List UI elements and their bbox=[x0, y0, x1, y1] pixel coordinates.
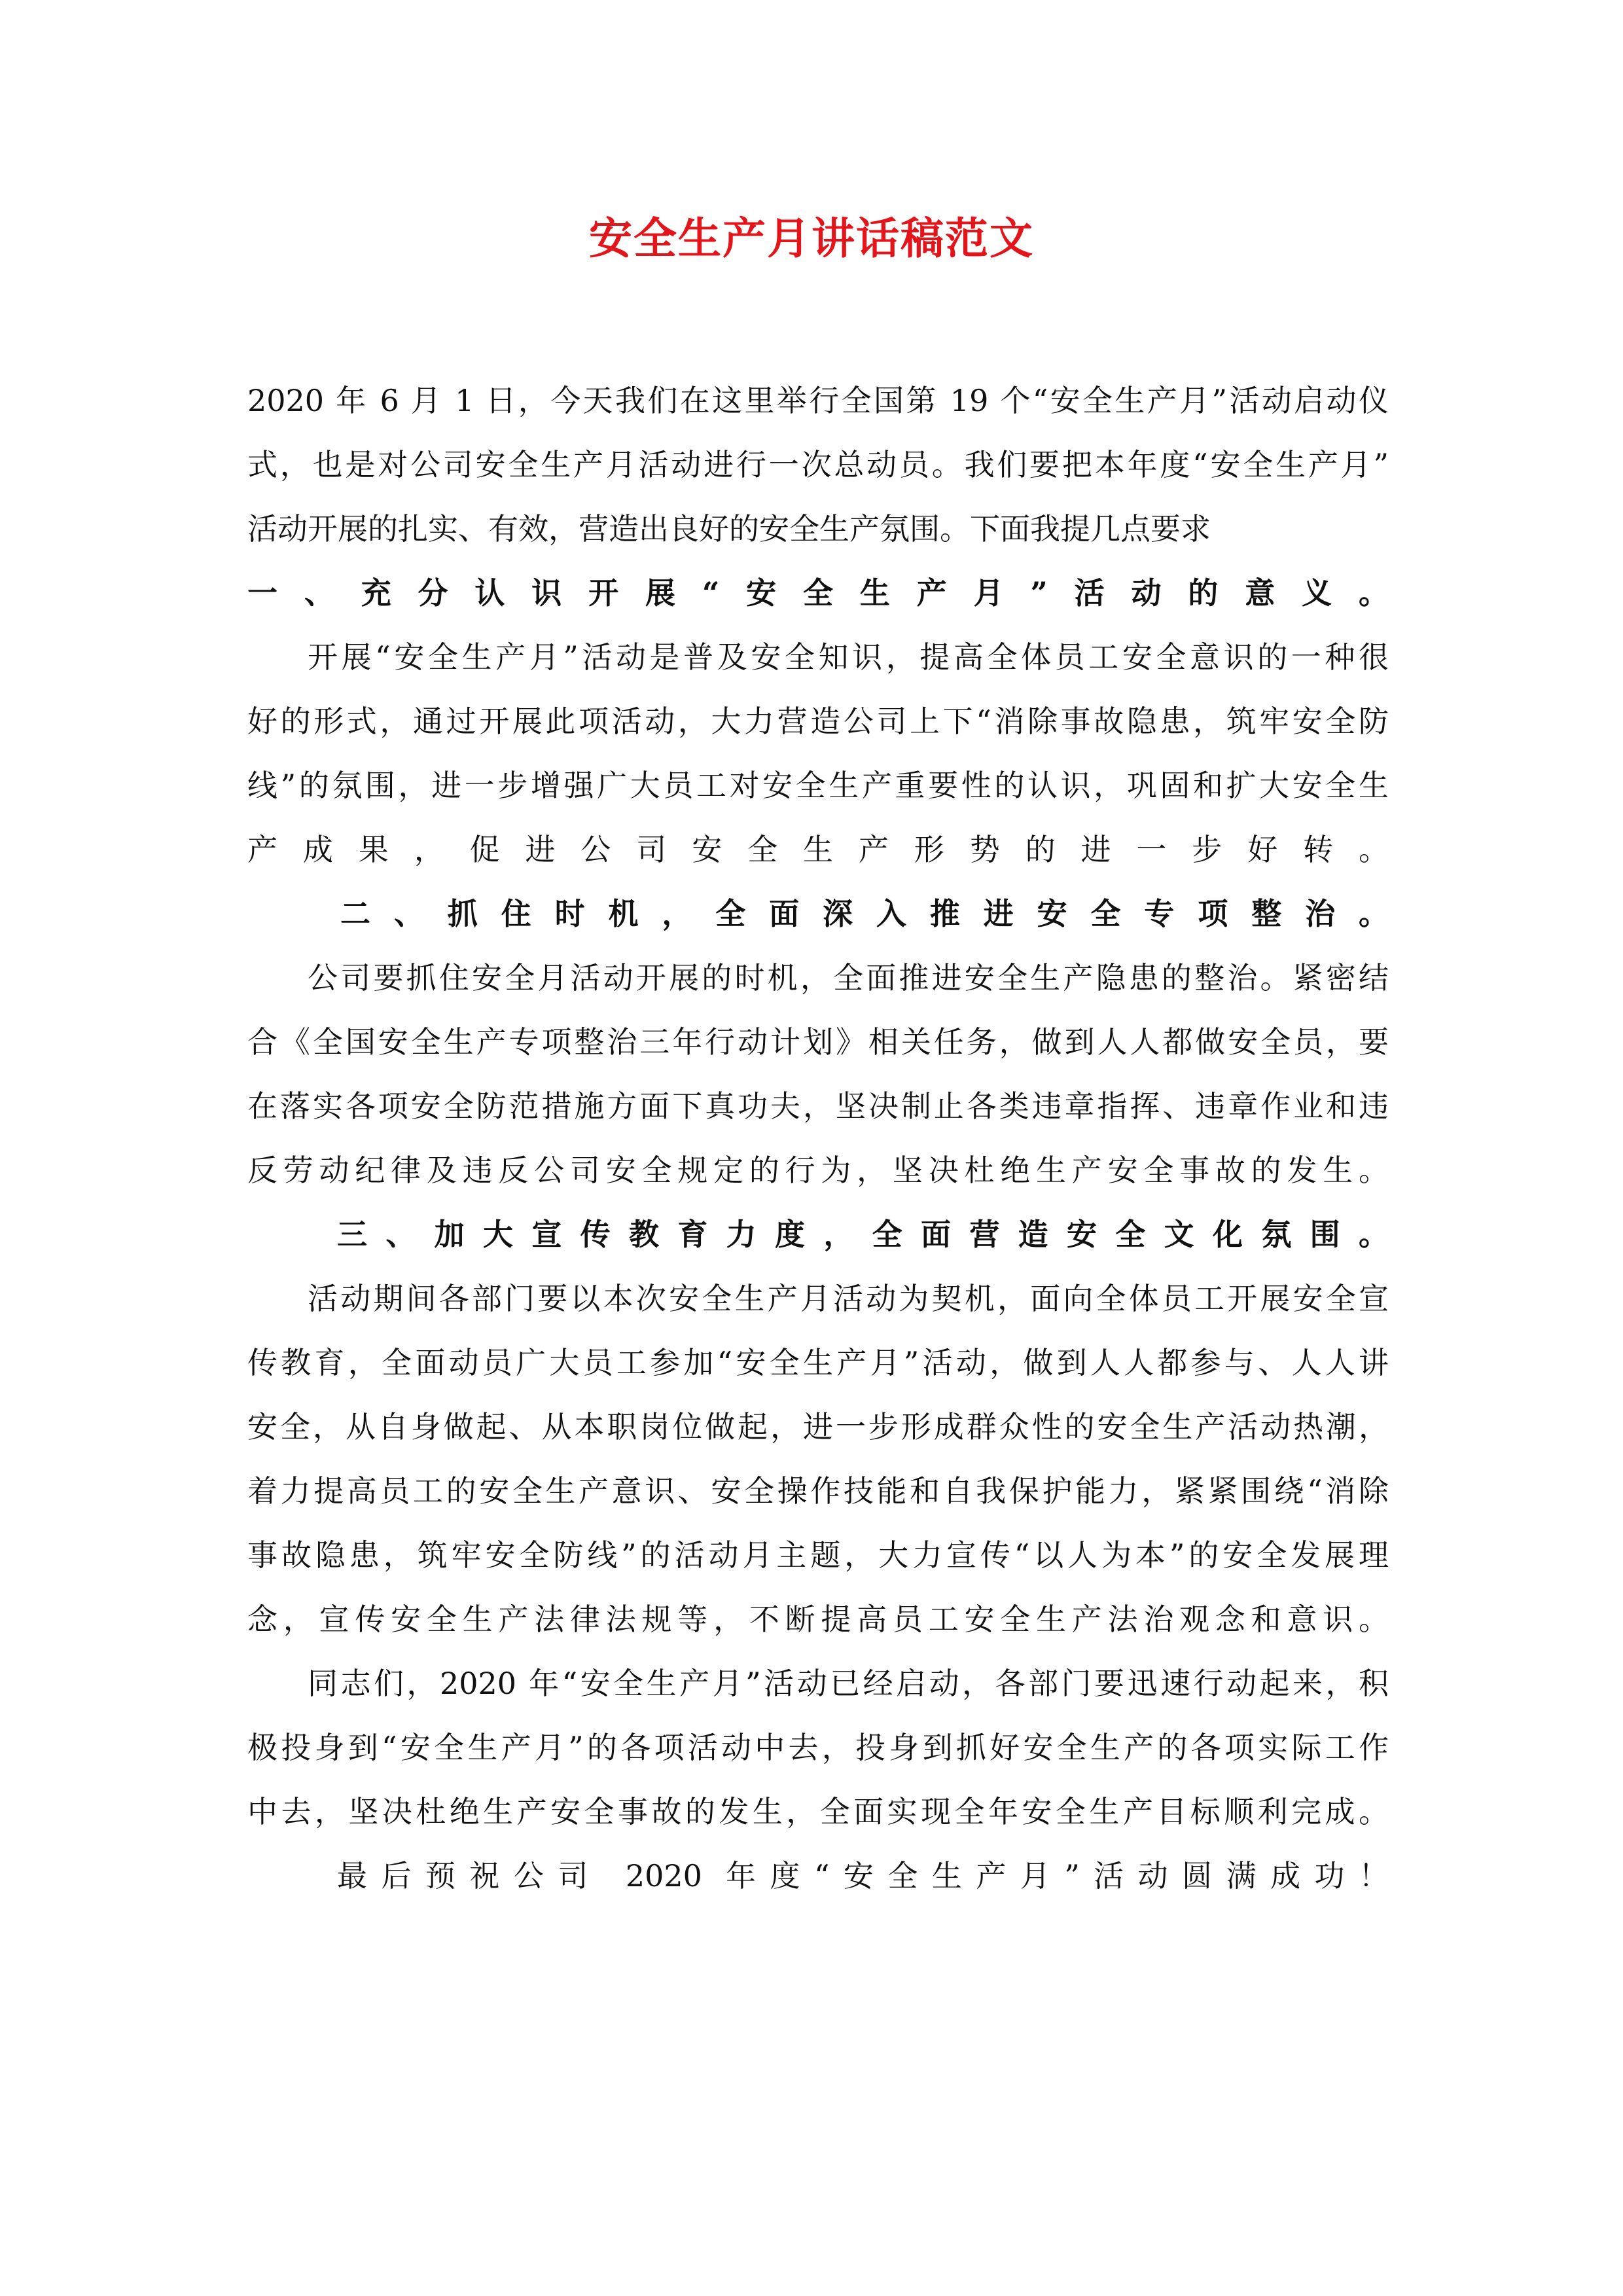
section-2-line: 公司要抓住安全月活动开展的时机，全面推进安全生产隐患的整治。紧密结 bbox=[308, 960, 1389, 996]
section-2-line: 反劳动纪律及违反公司安全规定的行为，坚决杜绝生产安全事故的发生。 bbox=[247, 1153, 1389, 1188]
section-2-line: 在落实各项安全防范措施方面下真功夫，坚决制止各类违章指挥、违章作业和违 bbox=[247, 1088, 1389, 1124]
section-2-line: 合《全国安全生产专项整治三年行动计划》相关任务，做到人人都做安全员，要 bbox=[247, 1024, 1389, 1060]
section-1-line: 线”的氛围，进一步增强广大员工对安全生产重要性的认识，巩固和扩大安全生 bbox=[247, 768, 1389, 803]
closing-line: 最后预祝公司 2020 年度“安全生产月”活动圆满成功！ bbox=[337, 1858, 1389, 1893]
document-title: 安全生产月讲话稿范文 bbox=[589, 213, 1034, 264]
section-3-heading: 三、加大宣传教育力度，全面营造安全文化氛围。 bbox=[337, 1217, 1389, 1252]
intro-line: 活动开展的扎实、有效，营造出良好的安全生产氛围。下面我提几点要求 bbox=[247, 511, 1211, 547]
section-3-line: 活动期间各部门要以本次安全生产月活动为契机，面向全体员工开展安全宣 bbox=[308, 1281, 1389, 1316]
section-1-line: 产成果，促进公司安全生产形势的进一步好转。 bbox=[247, 832, 1389, 867]
section-2-heading: 二、抓住时机，全面深入推进安全专项整治。 bbox=[340, 896, 1389, 931]
section-3-line: 事故隐患，筑牢安全防线”的活动月主题，大力宣传“以人为本”的安全发展理 bbox=[247, 1537, 1389, 1573]
intro-line: 式，也是对公司安全生产月活动进行一次总动员。我们要把本年度“安全生产月” bbox=[247, 447, 1389, 482]
conclusion-line: 极投身到“安全生产月”的各项活动中去，投身到抓好安全生产的各项实际工作 bbox=[247, 1730, 1389, 1765]
section-3-line: 着力提高员工的安全生产意识、安全操作技能和自我保护能力，紧紧围绕“消除 bbox=[247, 1473, 1389, 1509]
section-1-line: 开展“安全生产月”活动是普及安全知识，提高全体员工安全意识的一种很 bbox=[308, 639, 1389, 675]
conclusion-line: 同志们，2020 年“安全生产月”活动已经启动，各部门要迅速行动起来，积 bbox=[308, 1666, 1389, 1701]
intro-line: 2020 年 6 月 1 日，今天我们在这里举行全国第 19 个“安全生产月”活动启动仪 bbox=[247, 383, 1389, 418]
conclusion-line: 中去，坚决杜绝生产安全事故的发生，全面实现全年安全生产目标顺利完成。 bbox=[247, 1794, 1389, 1829]
section-3-line: 念，宣传安全生产法律法规等，不断提高员工安全生产法治观念和意识。 bbox=[247, 1602, 1389, 1637]
section-3-line: 传教育，全面动员广大员工参加“安全生产月”活动，做到人人都参与、人人讲 bbox=[247, 1345, 1389, 1380]
section-3-line: 安全，从自身做起、从本职岗位做起，进一步形成群众性的安全生产活动热潮， bbox=[247, 1409, 1389, 1444]
section-1-line: 好的形式，通过开展此项活动，大力营造公司上下“消除事故隐患，筑牢安全防 bbox=[247, 704, 1389, 739]
section-1-heading: 一、充分认识开展“安全生产月”活动的意义。 bbox=[247, 575, 1389, 611]
